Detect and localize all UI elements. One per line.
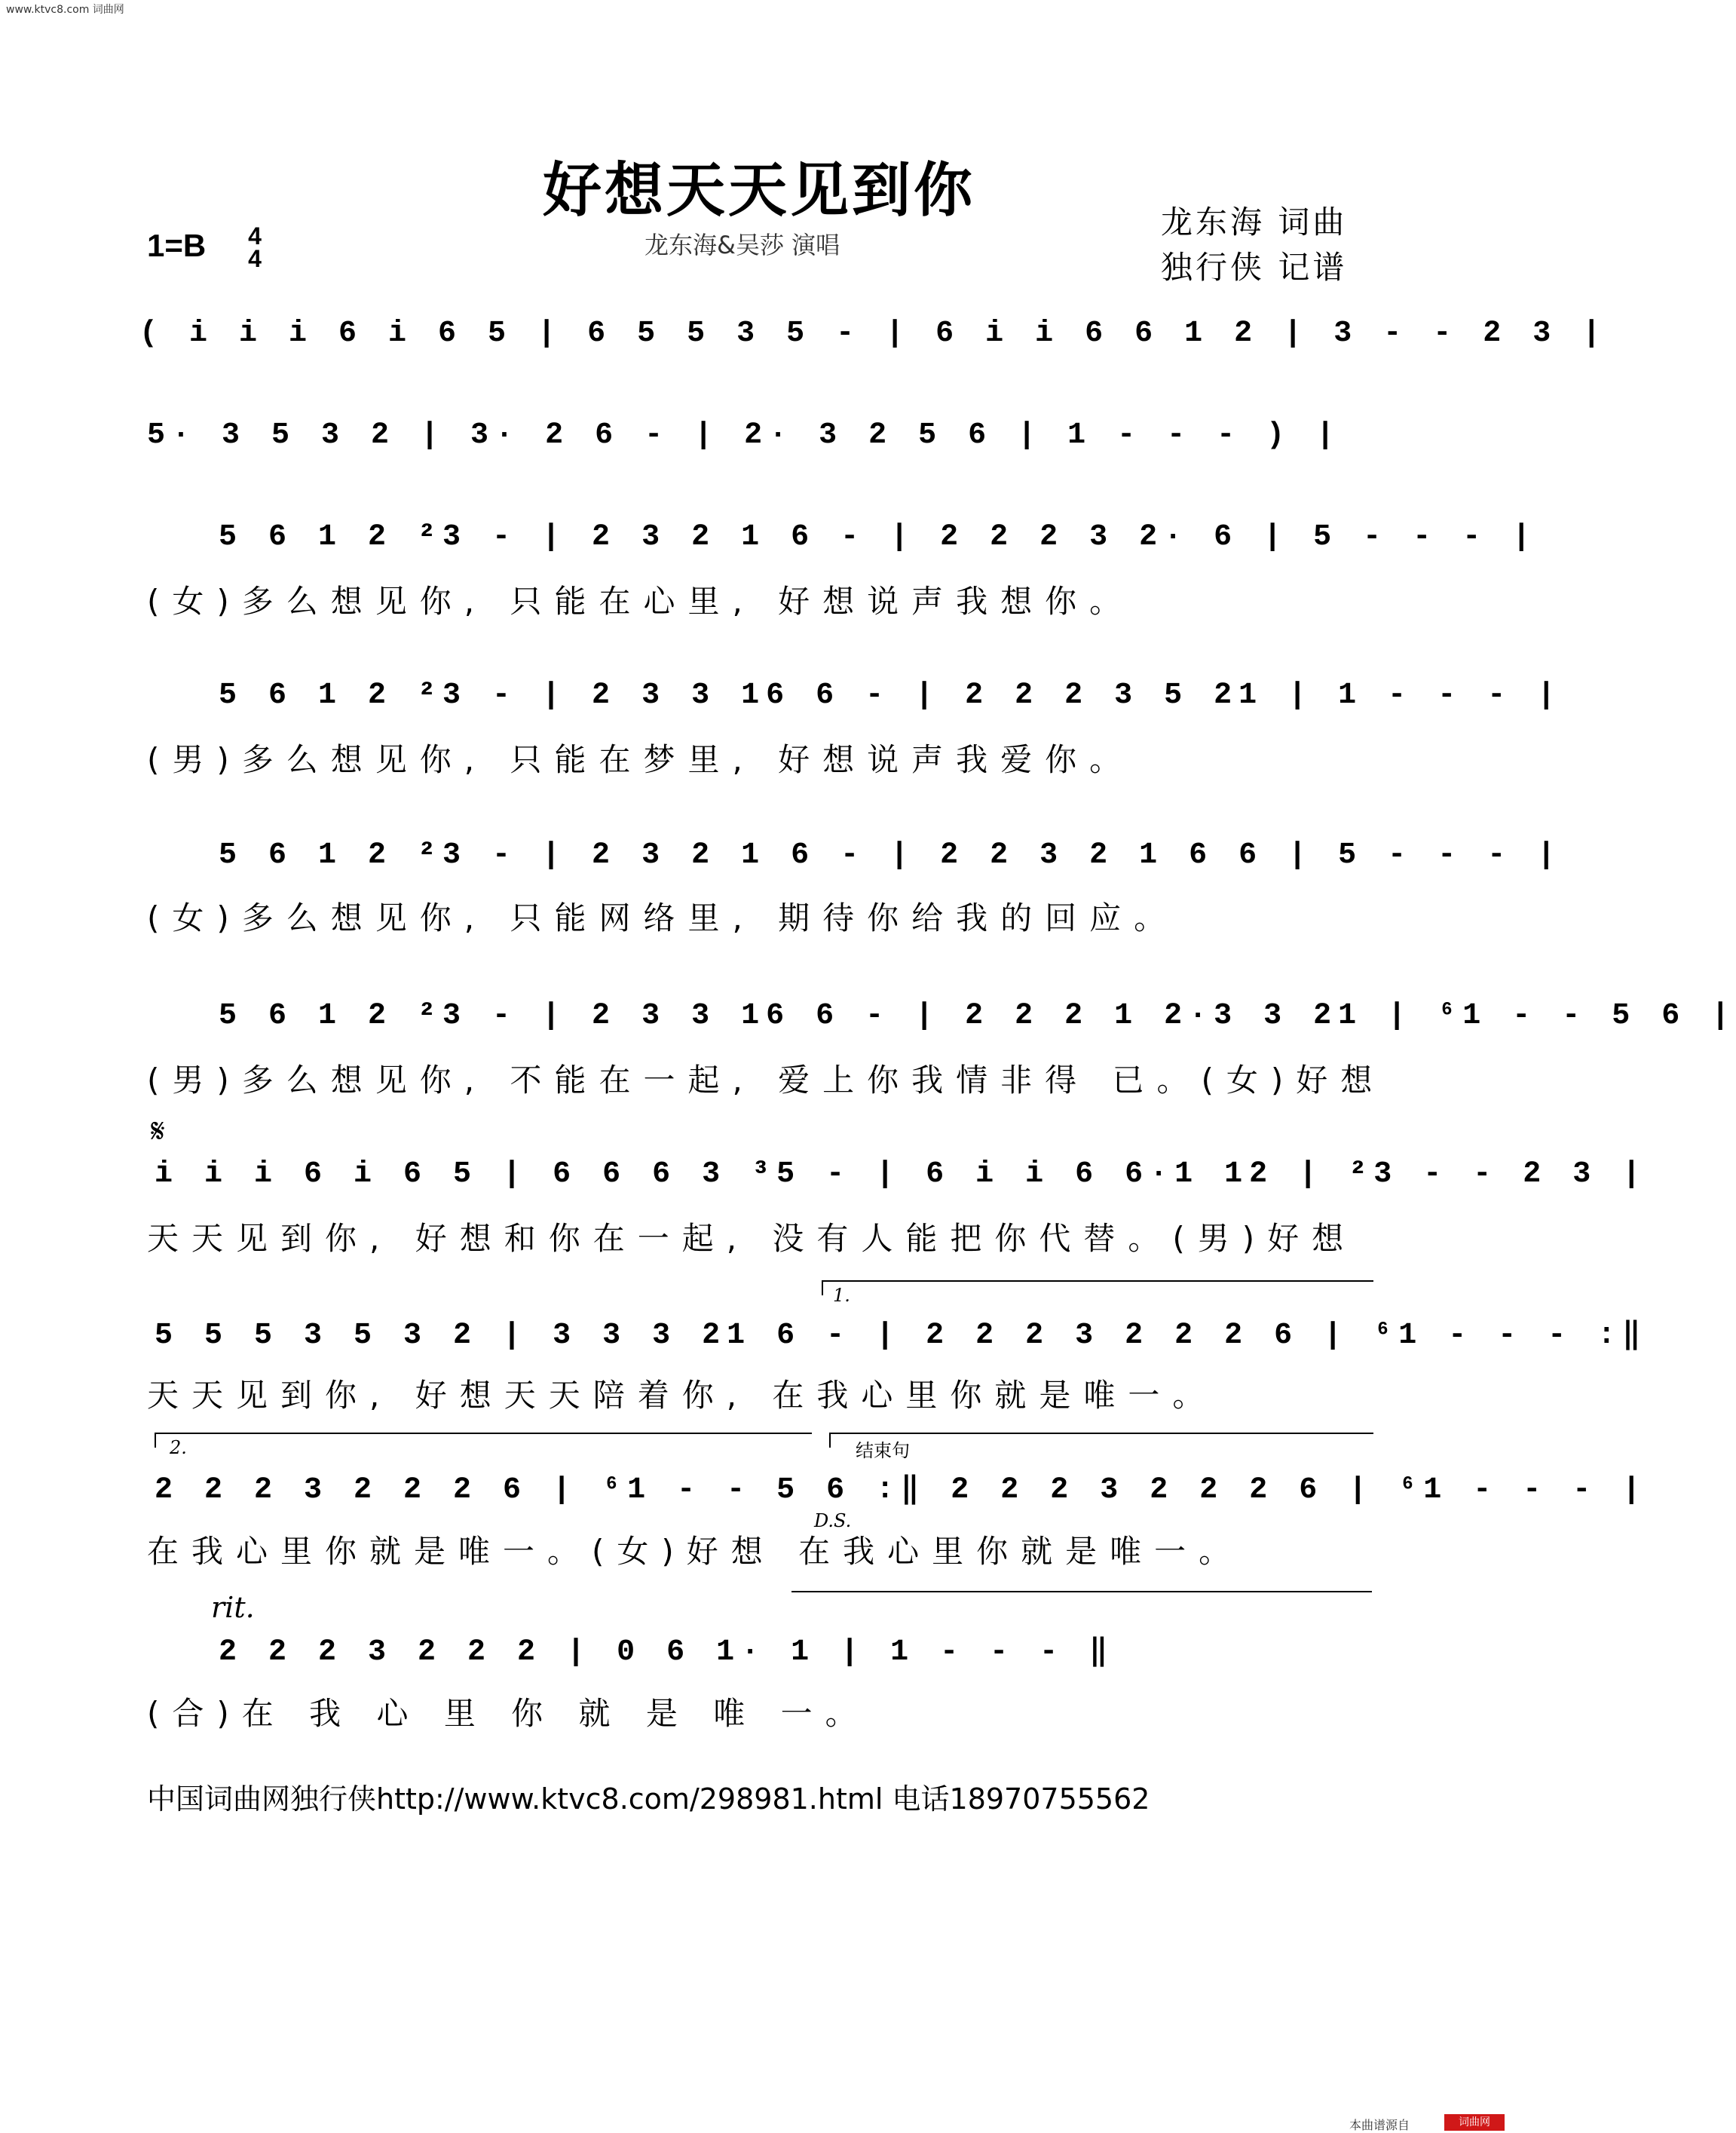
site-logo: 词曲网 xyxy=(1444,2114,1505,2131)
time-signature-top: 4 xyxy=(248,222,262,250)
verse-3-notes: 5 6 1 2 ²3 - | 2 3 2 1 6 - | 2 2 3 2 1 6 6 | 5 - - - | xyxy=(219,838,1563,872)
key-signature: 1=B xyxy=(147,228,207,263)
intro-line-2: 5· 3 5 3 2 | 3· 2 6 - | 2· 3 2 5 6 | 1 - - - ) | xyxy=(147,418,1342,452)
chorus-3-notes: 2 2 2 3 2 2 2 6 | ⁶1 - - 5 6 :‖ 2 2 2 3 2 2 2 6 | ⁶1 - - - | xyxy=(155,1473,1648,1507)
verse-2-lyric: (男)多么想见你, 只能在梦里, 好想说声我爱你。 xyxy=(147,741,1134,778)
verse-4-lyric: (男)多么想见你, 不能在一起, 爱上你我情非得 已。(女)好想 xyxy=(147,1062,1385,1099)
first-ending-label: 1. xyxy=(833,1285,850,1306)
verse-4-notes: 5 6 1 2 ²3 - | 2 3 3 16 6 - | 2 2 2 1 2·3 3 21 | ⁶1 - - 5 6 | xyxy=(219,999,1736,1033)
time-signature-bottom: 4 xyxy=(248,245,262,272)
footer-source: 中国词曲网独行侠http://www.ktvc8.com/298981.html 电话18970755562 xyxy=(147,1782,1150,1816)
second-ending-bracket xyxy=(155,1433,812,1448)
coda-bracket xyxy=(829,1433,1373,1448)
bottom-watermark: 本曲谱源自 xyxy=(1349,2118,1410,2132)
top-watermark: www.ktvc8.com 词曲网 xyxy=(6,4,124,16)
final-bracket xyxy=(791,1591,1372,1606)
song-title: 好想天天见到你 xyxy=(543,156,976,225)
chorus-3-lyric: 在我心里你就是唯一。(女)好想 在我心里你就是唯一。 xyxy=(147,1533,1244,1570)
verse-1-lyric: (女)多么想见你, 只能在心里, 好想说声我想你。 xyxy=(147,583,1134,620)
chorus-2-notes: 5 5 5 3 5 3 2 | 3 3 3 21 6 - | 2 2 2 3 2 2 2 6 | ⁶1 - - - :‖ xyxy=(155,1319,1648,1353)
chorus-4-notes: 2 2 2 3 2 2 2 | 0 6 1· 1 | 1 - - - ‖ xyxy=(219,1635,1115,1669)
ritardando-mark: rit. xyxy=(211,1591,255,1624)
chorus-4-lyric: (合)在 我 心 里 你 就 是 唯 一。 xyxy=(147,1695,870,1732)
ds-mark: D.S. xyxy=(814,1510,852,1531)
verse-1-notes: 5 6 1 2 ²3 - | 2 3 2 1 6 - | 2 2 2 3 2· 6 | 5 - - - | xyxy=(219,520,1538,554)
second-ending-label: 2. xyxy=(170,1437,187,1458)
performers: 龙东海&吴莎 演唱 xyxy=(644,231,840,259)
time-signature xyxy=(240,222,270,272)
chorus-2-lyric: 天天见到你, 好想天天陪着你, 在我心里你就是唯一。 xyxy=(147,1377,1217,1414)
verse-2-notes: 5 6 1 2 ²3 - | 2 3 3 16 6 - | 2 2 2 3 5 21 | 1 - - - | xyxy=(219,679,1563,713)
chorus-1-lyric: 天天见到你, 好想和你在一起, 没有人能把你代替。(男)好想 xyxy=(147,1220,1357,1257)
intro-line-1: ( i i i 6 i 6 5 | 6 5 5 3 5 - | 6 i i 6 6 1 2 | 3 - - 2 3 | xyxy=(139,317,1608,351)
composer-credit: 龙东海 词曲 xyxy=(1161,204,1348,241)
verse-3-lyric: (女)多么想见你, 只能网络里, 期待你给我的回应。 xyxy=(147,899,1179,936)
transcriber-credit: 独行侠 记谱 xyxy=(1161,249,1348,286)
coda-label: 结束句 xyxy=(856,1440,910,1461)
chorus-1-notes: i i i 6 i 6 5 | 6 6 6 3 ³5 - | 6 i i 6 6·1 12 | ²3 - - 2 3 | xyxy=(155,1157,1648,1191)
segno-sign: 𝄋 xyxy=(151,1112,165,1151)
first-ending-bracket xyxy=(822,1280,1373,1295)
